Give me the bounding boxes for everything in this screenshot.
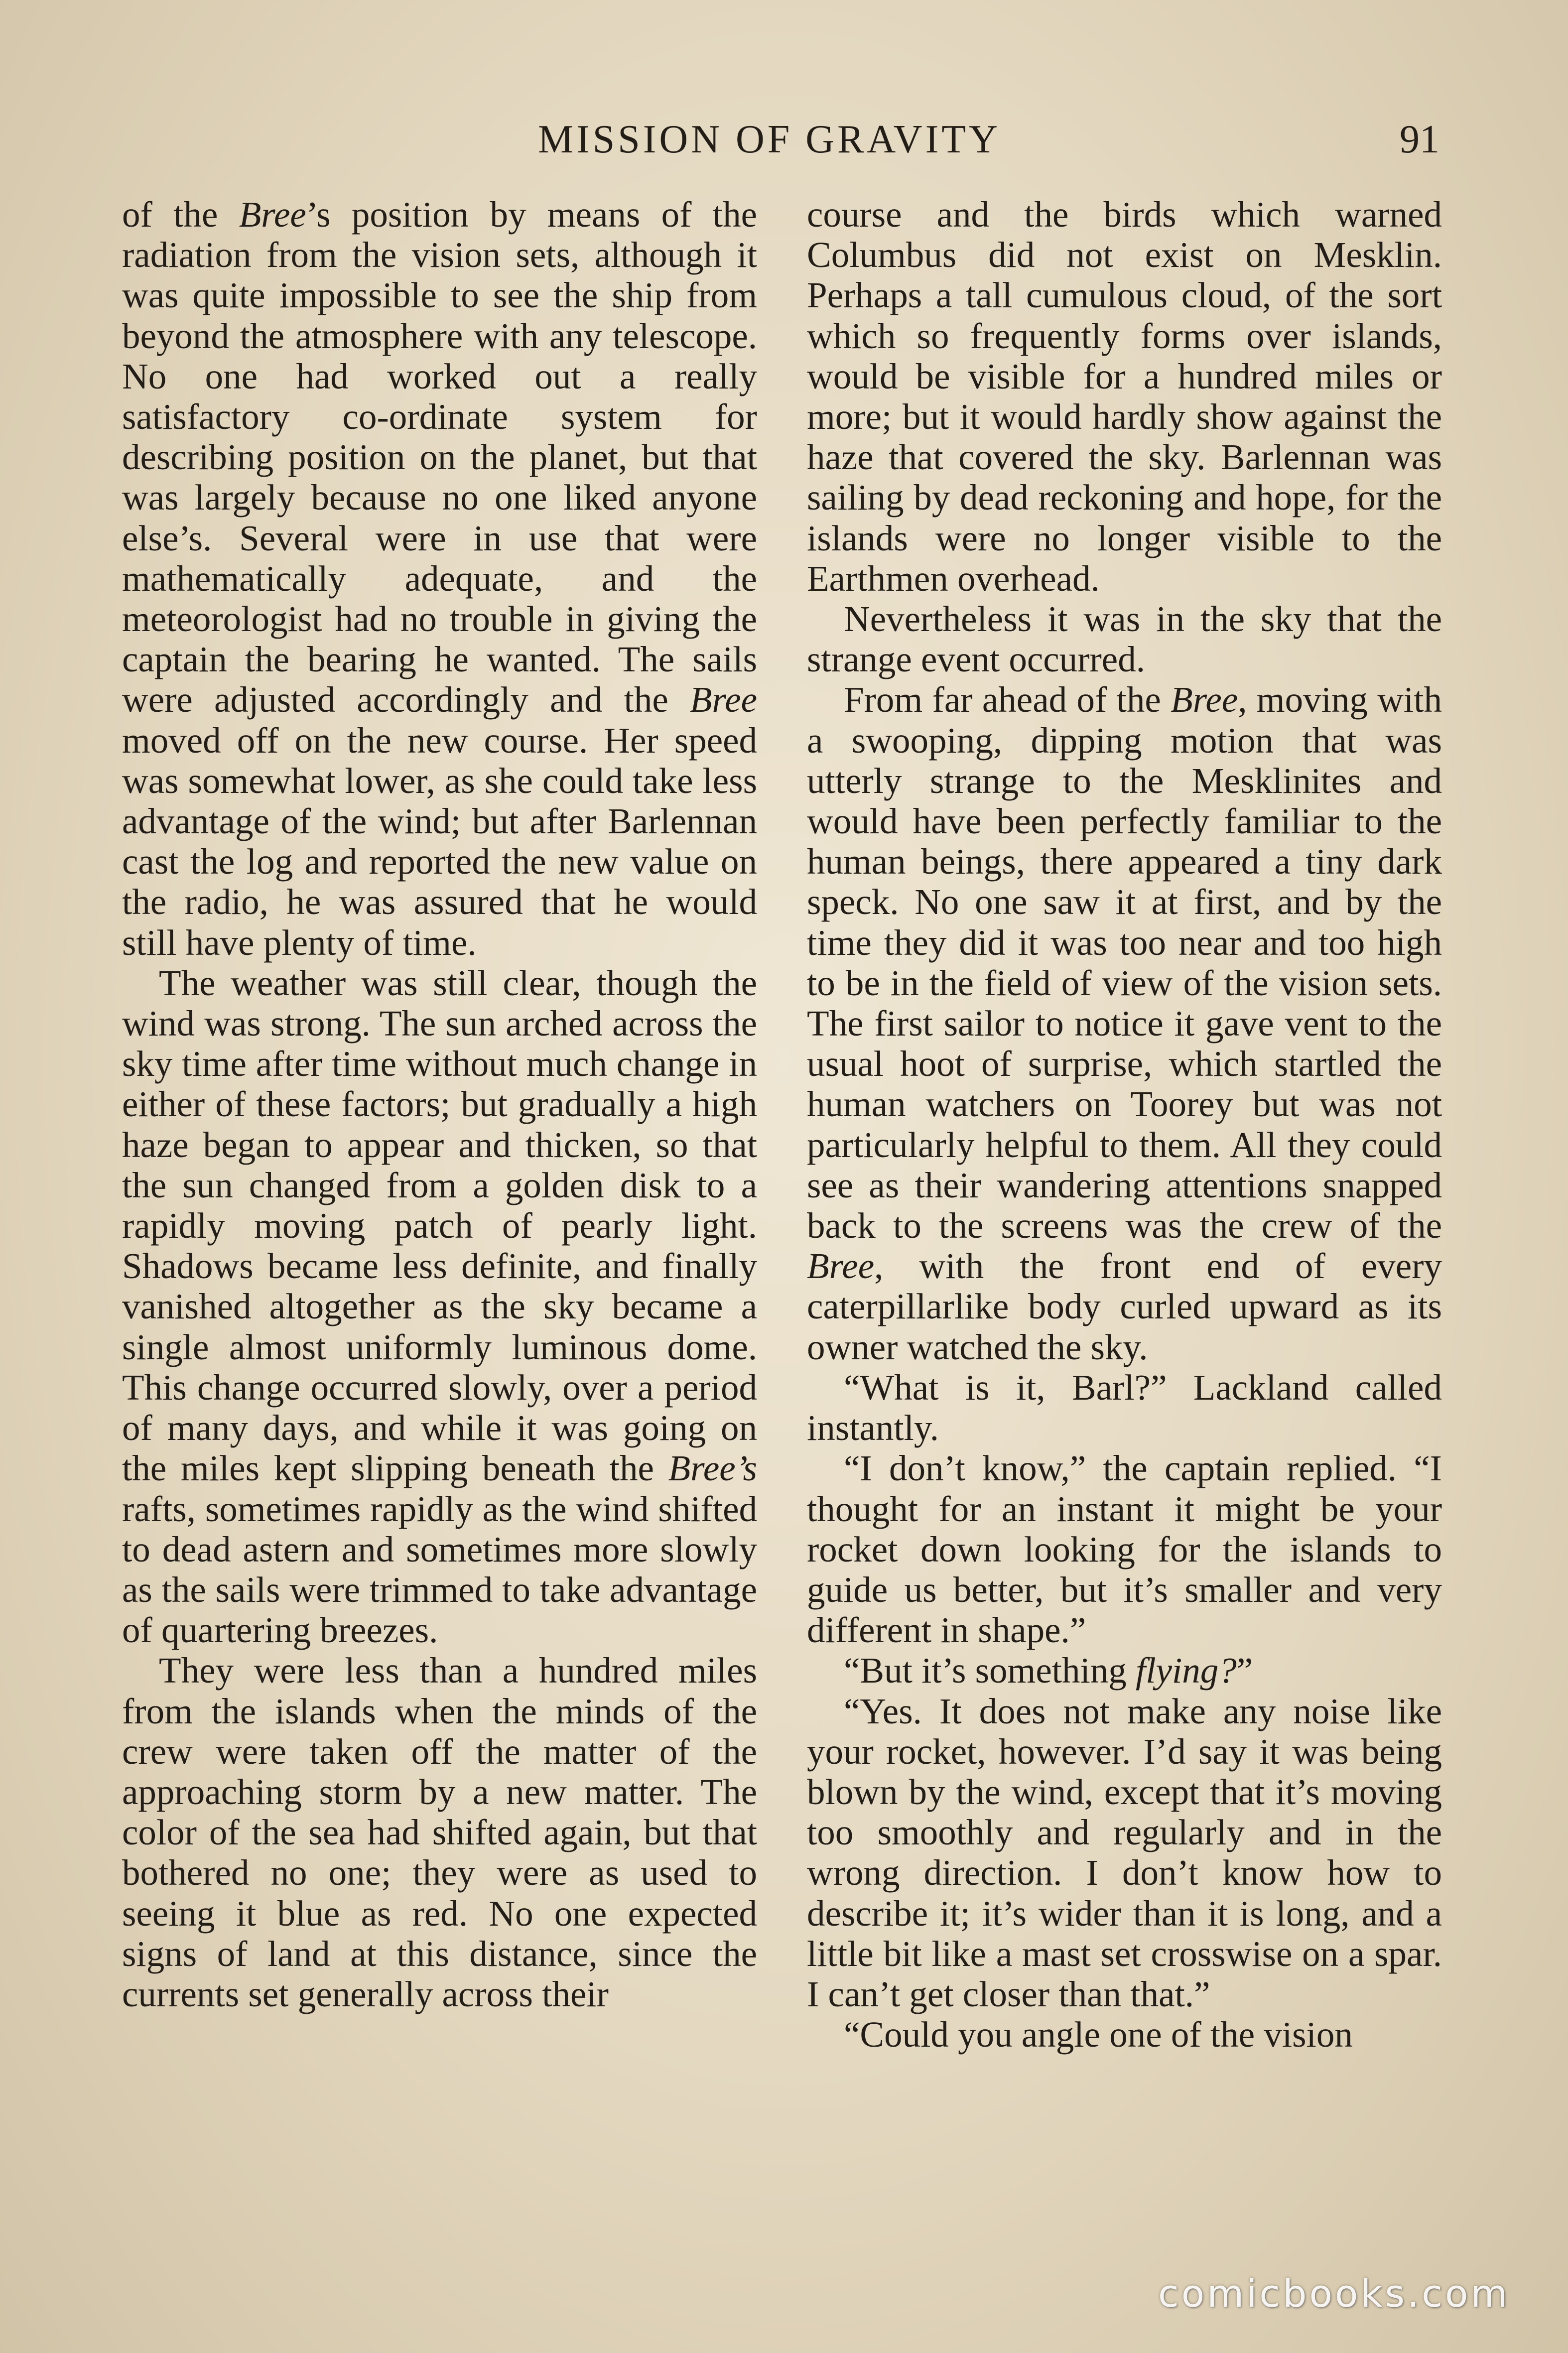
paragraph (807, 599, 1442, 679)
watermark: comicbooks.com (1158, 2271, 1510, 2316)
text-column-left (122, 194, 757, 2014)
italic-run: Bree’s (668, 1448, 757, 1489)
text-column-right (807, 194, 1442, 2055)
italic-run: flying? (1136, 1650, 1237, 1691)
text-run: of the (122, 194, 239, 235)
italic-run: Bree (807, 1246, 875, 1287)
text-run: “What is it, Barl?” Lackland called instantly. (807, 1367, 1442, 1448)
text-run: , with the front end of every caterpillarlike body curled upward as its owner watched the sky. (807, 1246, 1442, 1367)
text-run: “Yes. It does not make any noise like your rocket, however. I’d say it was being blown by the wind, except that it’s moving too smoothly and regularly and in the wrong direction. I don’t know how to describe it; it’s wider than it is long, and a little bit like a mast set crosswise on a spar. I can’t get closer than that.” (807, 1691, 1442, 2014)
running-head-title: MISSION OF GRAVITY (538, 118, 1001, 161)
paragraph (122, 194, 757, 963)
text-run: “I don’t know,” the captain replied. “I thought for an instant it might be your rocket down looking for the islands to guide us better, but it’s smaller and very different in shape.” (807, 1448, 1442, 1651)
text-run: “But it’s something (844, 1650, 1136, 1691)
italic-run: Bree (689, 679, 757, 720)
paragraph (807, 679, 1442, 1367)
page-number: 91 (1400, 118, 1439, 161)
paragraph (807, 1448, 1442, 1650)
text-run: From far ahead of the (844, 679, 1171, 720)
text-run: rafts, sometimes rapidly as the wind shifted to dead astern and sometimes more slowly as the sails were trimmed to take advantage of quartering breezes. (122, 1488, 757, 1651)
italic-run: Bree (1171, 679, 1238, 720)
text-run: , moving with a swooping, dipping motion that was utterly strange to the Mesklinites and would have been perfectly familiar to the human beings, there appeared a tiny dark speck. No one saw it at first, and by the time they did it was too near and too high to be in the field of view of the vision sets. The first sailor to notice it gave vent to the usual hoot of surprise, which startled the human watchers on Toorey but was not particularly helpful to them. All they could see as their wandering attentions snapped back to the screens was the crew of the (807, 679, 1442, 1246)
text-run: The weather was still clear, though the wind was strong. The sun arched across the sky time after time without much change in either of these factors; but gradually a high haze began to appear and thicken, so that the sun changed from a golden disk to a rapidly moving patch of pearly light. Shadows became less definite, and finally vanished altogether as the sky became a single almost uniformly luminous dome. This change occurred slowly, over a period of many days, and while it was going on the miles kept slipping beneath the (122, 962, 757, 1489)
text-run: ” (1236, 1650, 1253, 1691)
text-run: ’s position by means of the radiation from the vision sets, although it was quite impossible to see the ship from beyond the atmosphere with any telescope. No one had worked out a really satisfactory co-ordinate system for describing position on the planet, but that was largely because no one liked anyone else’s. Several were in use that were mathematically adequate, and the meteorologist had no trouble in giving the captain the bearing he wanted. The sails were adjusted accordingly and the (122, 194, 757, 720)
text-run: “Could you angle one of the vision (844, 2014, 1353, 2055)
paragraph (807, 194, 1442, 599)
paragraph (807, 2014, 1442, 2055)
text-run: Nevertheless it was in the sky that the strange event occurred. (807, 599, 1442, 680)
paragraph (122, 1650, 757, 2014)
paragraph (807, 1691, 1442, 2015)
text-run: They were less than a hundred miles from the islands when the minds of the crew were taken off the matter of the approaching storm by a new matter. The color of the sea had shifted again, but that bothered no one; they were as used to seeing it blue as red. No one expected signs of land at this distance, since the currents set generally across their (122, 1650, 757, 2014)
paragraph (807, 1650, 1442, 1691)
paragraph (807, 1367, 1442, 1448)
italic-run: Bree (239, 194, 306, 235)
text-run: course and the birds which warned Columbus did not exist on Mesklin. Perhaps a tall cumulous cloud, of the sort which so frequently forms over islands, would be visible for a hundred miles or more; but it would hardly show against the haze that covered the sky. Barlennan was sailing by dead reckoning and hope, for the islands were no longer visible to the Earthmen overhead. (807, 194, 1442, 599)
text-run: moved off on the new course. Her speed was somewhat lower, as she could take less advantage of the wind; but after Barlennan cast the log and reported the new value on the radio, he was assured that he would still have plenty of time. (122, 720, 757, 963)
paragraph (122, 963, 757, 1650)
